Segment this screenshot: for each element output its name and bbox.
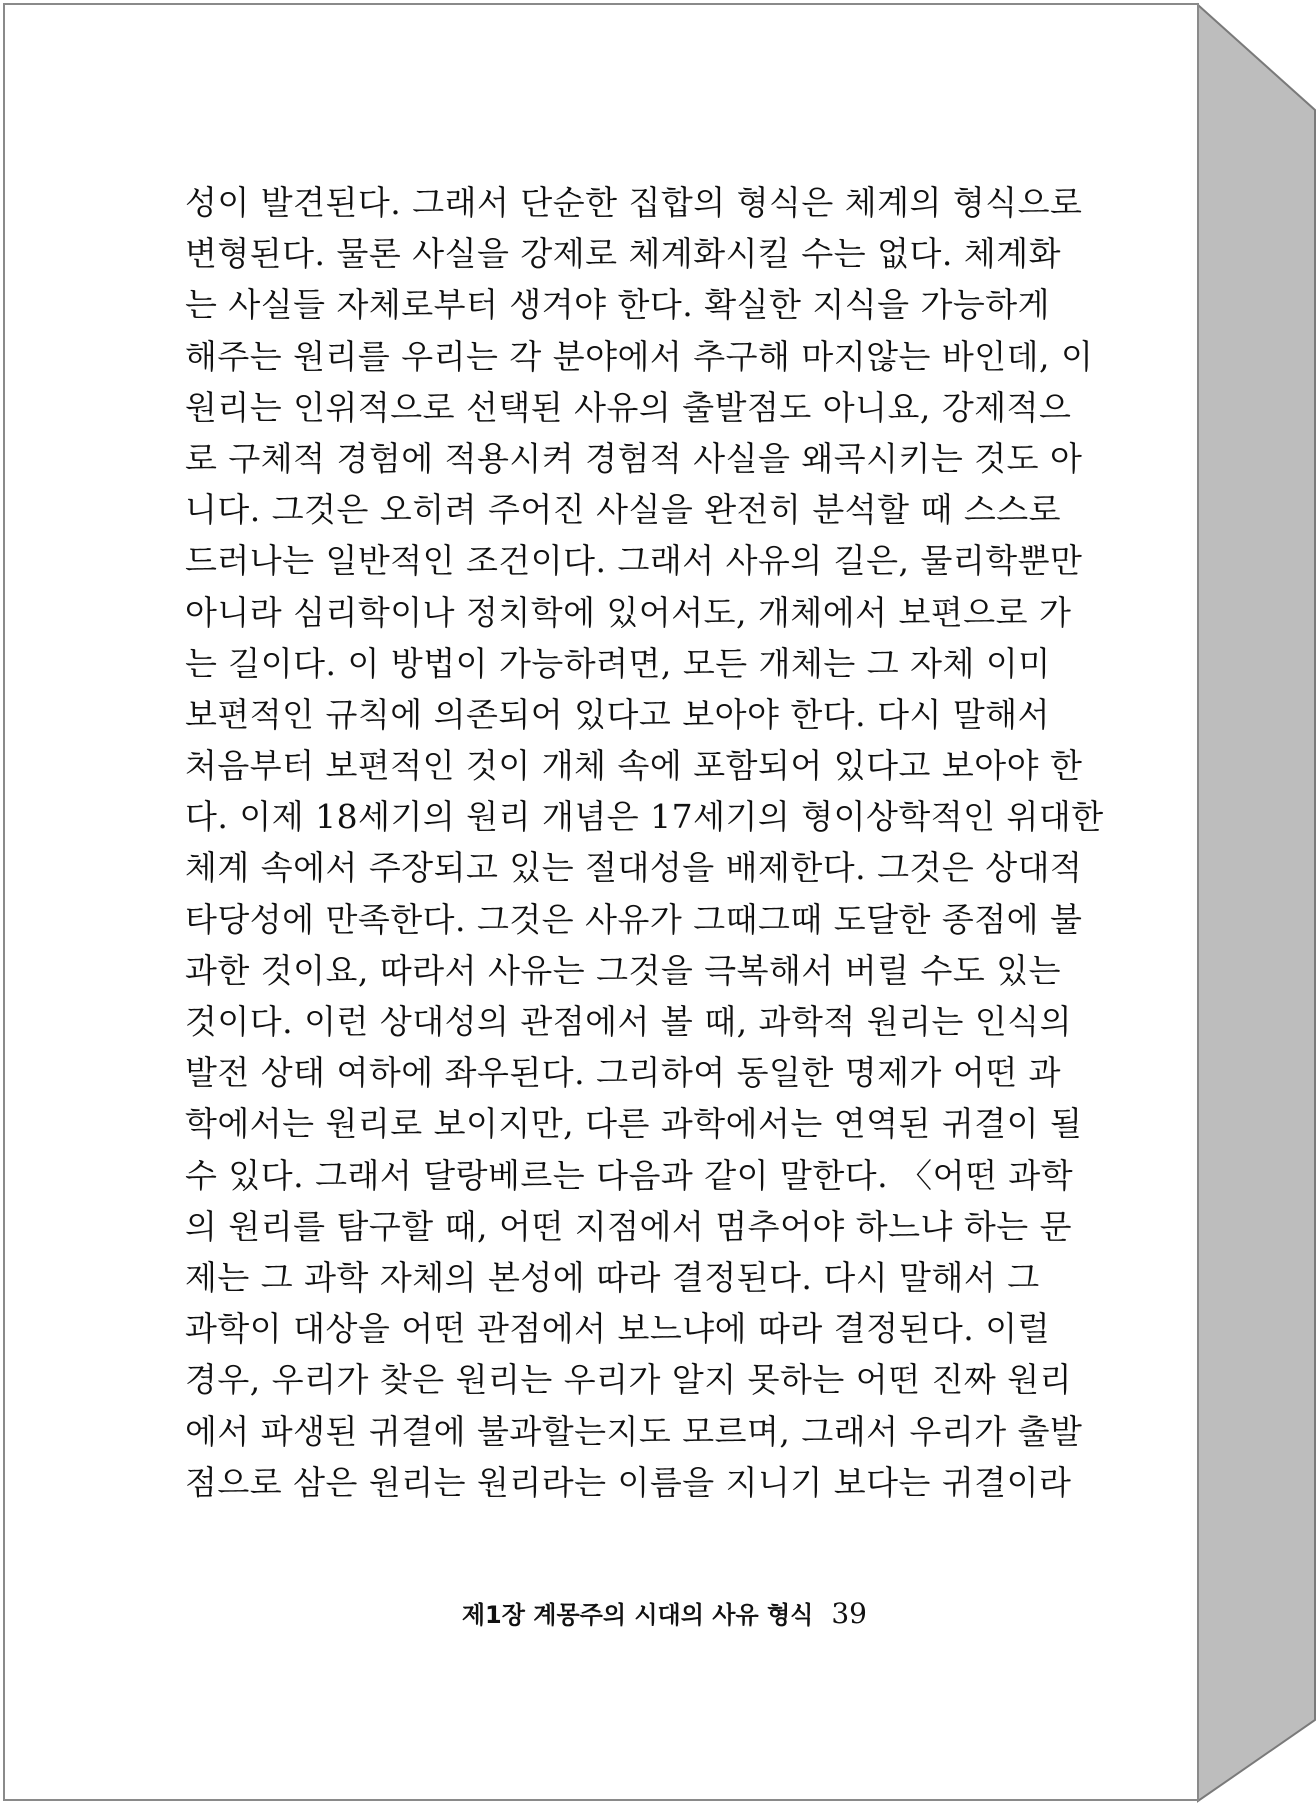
text-line: 드러나는 일반적인 조건이다. 그래서 사유의 길은, 물리학뿐만	[185, 541, 1083, 581]
text-line: 는 사실들 자체로부터 생겨야 한다. 확실한 지식을 가능하게	[185, 285, 1050, 325]
body-text	[185, 177, 1104, 1508]
text-line: 로 구체적 경험에 적용시켜 경험적 사실을 왜곡시키는 것도 아	[185, 438, 1083, 478]
text-line: 에서 파생된 귀결에 불과할는지도 모르며, 그래서 우리가 출발	[185, 1411, 1083, 1451]
text-line: 체계 속에서 주장되고 있는 절대성을 배제한다. 그것은 상대적	[185, 848, 1083, 888]
text-line: 것이다. 이런 상대성의 관점에서 볼 때, 과학적 원리는 인식의	[185, 1002, 1072, 1041]
text-line: 수 있다. 그래서 달랑베르는 다음과 같이 말한다. 〈어떤 과학	[185, 1155, 1074, 1195]
text-line: 니다. 그것은 오히려 주어진 사실을 완전히 분석할 때 스스로	[185, 490, 1061, 530]
text-line: 경우, 우리가 찾은 원리는 우리가 알지 못하는 어떤 진짜 원리	[185, 1360, 1072, 1400]
page-footer	[462, 1595, 867, 1630]
running-chapter-title: 제1장 계몽주의 시대의 사유 형식	[461, 1601, 814, 1629]
text-line: 점으로 삼은 원리는 원리라는 이름을 지니기 보다는 귀결이라	[185, 1462, 1072, 1502]
text-line: 처음부터 보편적인 것이 개체 속에 포함되어 있다고 보아야 한	[185, 746, 1083, 786]
text-line: 과한 것이요, 따라서 사유는 그것을 극복해서 버릴 수도 있는	[185, 950, 1061, 990]
text-line: 의 원리를 탐구할 때, 어떤 지점에서 멈추어야 하느냐 하는 문	[185, 1206, 1072, 1246]
book-page	[3, 3, 1199, 1801]
text-line: 발전 상태 여하에 좌우된다. 그리하여 동일한 명제가 어떤 과	[185, 1053, 1061, 1093]
text-line: 해주는 원리를 우리는 각 분야에서 추구해 마지않는 바인데, 이	[185, 336, 1094, 376]
book-thickness	[1198, 5, 1315, 1801]
text-line: 학에서는 원리로 보이지만, 다른 과학에서는 연역된 귀결이 될	[185, 1104, 1083, 1144]
text-line: 원리는 인위적으로 선택된 사유의 출발점도 아니요, 강제적으	[185, 387, 1072, 427]
text-line: 성이 발견된다. 그래서 단순한 집합의 형식은 체계의 형식으로	[185, 183, 1083, 222]
text-line: 제는 그 과학 자체의 본성에 따라 결정된다. 다시 말해서 그	[185, 1257, 1040, 1297]
page-number: 39	[831, 1597, 867, 1630]
text-line: 과학이 대상을 어떤 관점에서 보느냐에 따라 결정된다. 이럴	[185, 1309, 1050, 1349]
text-line: 는 길이다. 이 방법이 가능하려면, 모든 개체는 그 자체 이미	[185, 643, 1051, 683]
text-line: 다. 이제 18세기의 원리 개념은 17세기의 형이상학적인 위대한	[185, 797, 1104, 837]
text-line: 보편적인 규칙에 의존되어 있다고 보아야 한다. 다시 말해서	[185, 694, 1050, 734]
text-line: 아니라 심리학이나 정치학에 있어서도, 개체에서 보편으로 가	[185, 592, 1072, 632]
text-line: 타당성에 만족한다. 그것은 사유가 그때그때 도달한 종점에 불	[185, 899, 1083, 939]
text-line: 변형된다. 물론 사실을 강제로 체계화시킬 수는 없다. 체계화	[185, 234, 1061, 274]
